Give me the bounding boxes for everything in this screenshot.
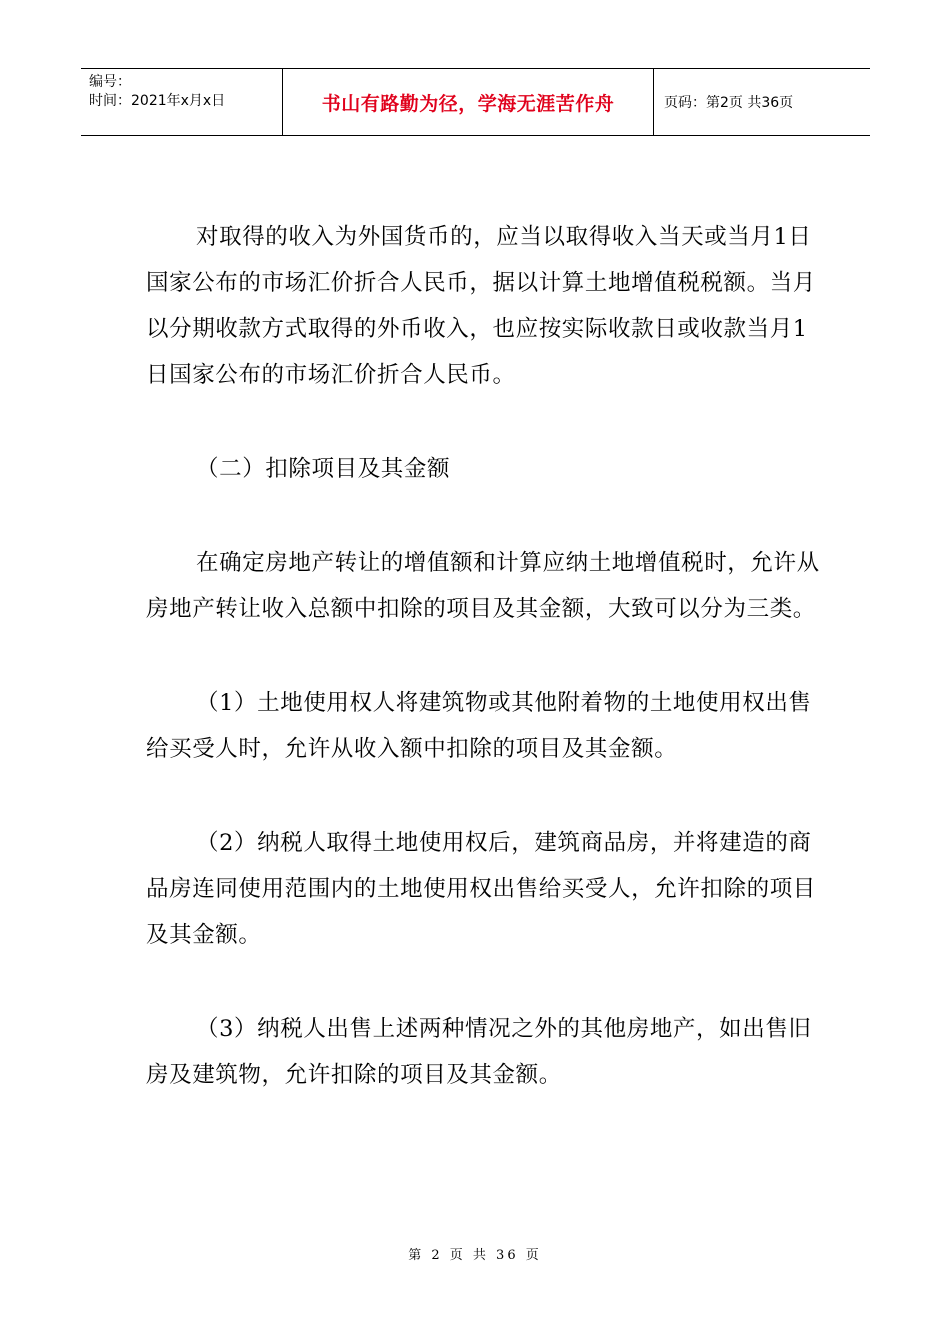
paragraph-deduction-intro: 在确定房地产转让的增值额和计算应纳土地增值税时，允许从房地产转让收入总额中扣除的项目及其金额，大致可以分为三类。: [146, 550, 820, 622]
page-header: [81, 68, 870, 136]
header-meta-cell: [81, 69, 283, 135]
document-date: 时间：2021年x月x日: [89, 93, 226, 109]
page-footer: 第 2 页 共 36 页: [408, 1248, 542, 1263]
header-motto-cell: [283, 69, 654, 135]
paragraph-deduction-item-3: （3）纳税人出售上述两种情况之外的其他房地产，如出售旧房及建筑物，允许扣除的项目及其金额。: [146, 1016, 812, 1088]
section-heading-deductions: （二）扣除项目及其金额: [196, 456, 451, 482]
paragraph-foreign-currency: 对取得的收入为外国货币的，应当以取得收入当天或当月1日国家公布的市场汇价折合人民币，据以计算土地增值税税额。当月以分期收款方式取得的外币收入，也应按实际收款日或收款当月1日国家公布的市场汇价折合人民币。: [146, 224, 816, 388]
document-number-label: 编号：: [89, 74, 131, 90]
paragraph-deduction-item-1: （1）土地使用权人将建筑物或其他附着物的土地使用权出售给买受人时，允许从收入额中扣除的项目及其金额。: [146, 690, 812, 762]
header-page-info: 页码：第2页 共36页: [664, 95, 794, 111]
document-body: [146, 214, 826, 1098]
header-motto: 书山有路勤为径，学海无涯苦作舟: [321, 92, 615, 115]
header-page-cell: [654, 69, 870, 135]
paragraph-deduction-item-2: （2）纳税人取得土地使用权后，建筑商品房，并将建造的商品房连同使用范围内的土地使用权出售给买受人，允许扣除的项目及其金额。: [146, 830, 816, 948]
